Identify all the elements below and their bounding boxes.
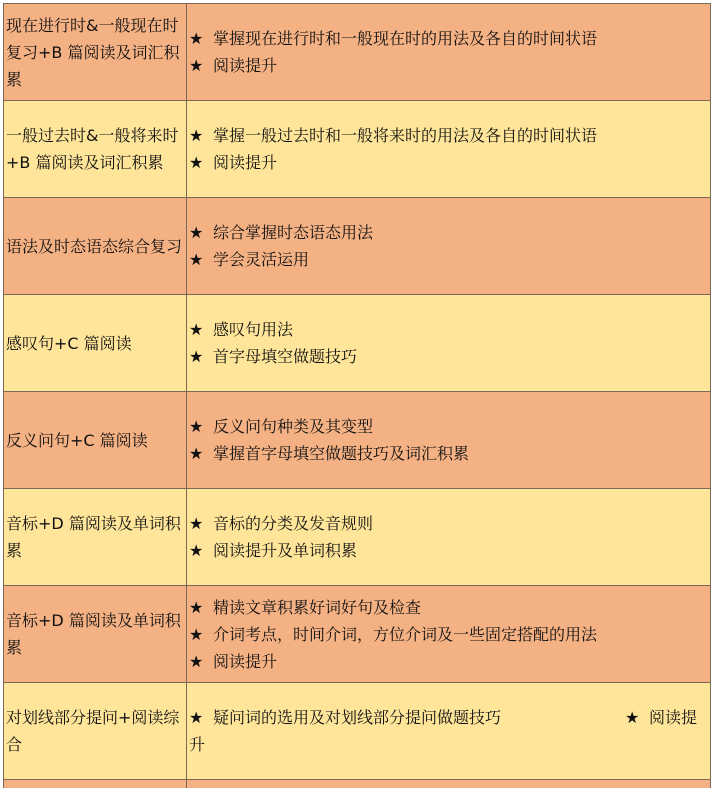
objective-item [189,122,708,149]
star-icon: ★ [625,708,640,727]
star-icon: ★ [189,320,204,339]
objective-item [189,343,708,370]
objectives-cell [187,392,711,489]
topic-cell: 一般过去时&一般将来时+B 篇阅读及词汇积累 [4,101,187,198]
topic-cell [4,780,187,788]
objective-text: 精读文章积累好词好句及检查 [213,597,422,617]
objective-text: 阅读提升及单词积累 [213,541,358,560]
objective-item [189,219,708,246]
table-row [4,198,711,295]
topic-cell: 音标+D 篇阅读及单词积累 [4,586,187,683]
star-icon: ★ [189,347,204,366]
objective-item [189,413,708,440]
table-row [4,392,711,489]
objectives-cell [187,683,711,780]
topic-cell: 对划线部分提问+阅读综合 [4,683,187,780]
star-icon: ★ [189,223,204,242]
star-icon: ★ [189,651,204,671]
table-row [4,586,711,683]
table-row [4,489,711,586]
objectives-cell [187,780,711,788]
lesson-plan-table [3,3,711,788]
objective-item [189,25,708,52]
topic-cell: 音标+D 篇阅读及单词积累 [4,489,187,586]
star-icon: ★ [189,541,204,560]
star-icon: ★ [189,29,204,48]
star-icon: ★ [189,250,204,269]
objective-text: 阅读提升 [213,651,278,671]
objective-text: 音标的分类及发音规则 [213,514,374,533]
objectives-cell [187,295,711,392]
objective-text: 掌握现在进行时和一般现在时的用法及各自的时间状语 [213,29,598,48]
table-row [4,4,711,101]
objectives-cell [187,586,711,683]
objective-item [189,648,708,675]
objectives-cell [187,198,711,295]
objective-text: 阅读提升 [189,708,698,754]
objective-text: 阅读提升 [213,56,278,75]
objective-text: 阅读提升 [213,153,278,172]
star-icon: ★ [189,708,204,727]
objective-text: 介词考点，时间介词，方位介词及一些固定搭配的用法 [213,624,598,644]
star-icon: ★ [189,597,204,617]
objective-item [189,246,708,273]
objective-text: 反义问句种类及其变型 [213,417,374,436]
topic-cell: 现在进行时&一般现在时复习+B 篇阅读及词汇积累 [4,4,187,101]
star-icon: ★ [189,417,204,436]
objective-item [189,510,708,537]
objective-item [189,594,708,621]
star-icon: ★ [189,624,204,644]
objective-text: 首字母填空做题技巧 [213,347,358,366]
objectives-cell [187,489,711,586]
objective-text: 掌握首字母填空做题技巧及词汇积累 [213,444,470,463]
objective-item [189,316,708,343]
objective-text: 综合掌握时态语态用法 [213,223,374,242]
objective-item [189,704,708,758]
objective-item [189,52,708,79]
objectives-cell [187,4,711,101]
table-row [4,101,711,198]
topic-cell: 反义问句+C 篇阅读 [4,392,187,489]
table-row [4,683,711,780]
star-icon: ★ [189,126,204,145]
star-icon: ★ [189,56,204,75]
topic-cell: 感叹句+C 篇阅读 [4,295,187,392]
table-row [4,295,711,392]
objective-text: 掌握一般过去时和一般将来时的用法及各自的时间状语 [213,126,598,145]
objectives-cell [187,101,711,198]
star-icon: ★ [189,444,204,463]
objective-item [189,149,708,176]
table-row [4,780,711,788]
star-icon: ★ [189,153,204,172]
topic-cell: 语法及时态语态综合复习 [4,198,187,295]
objective-text: 疑问词的选用及对划线部分提问做题技巧 [213,708,502,727]
objective-item [189,537,708,564]
star-icon: ★ [189,514,204,533]
objective-item [189,440,708,467]
objective-text: 学会灵活运用 [213,250,310,269]
objective-item [189,621,708,648]
objective-text: 感叹句用法 [213,320,294,339]
